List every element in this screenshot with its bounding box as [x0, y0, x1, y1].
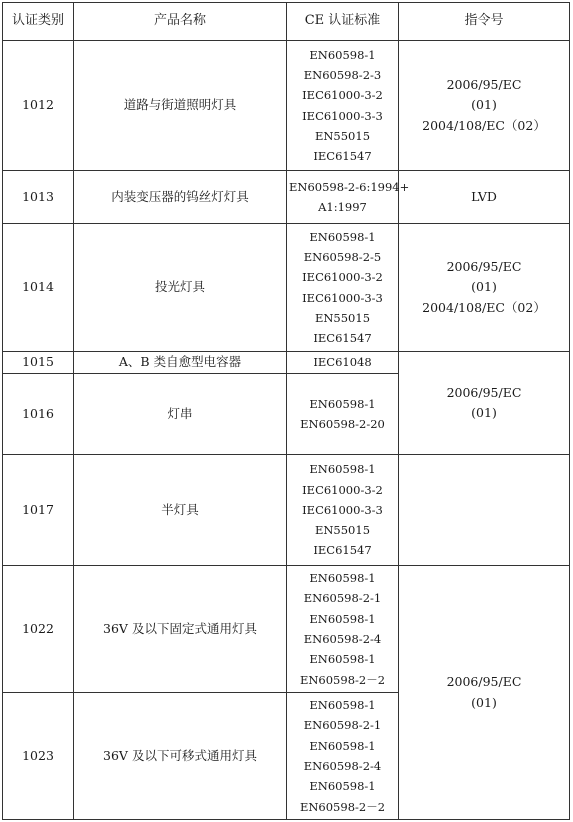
standard-item: EN60598-2-1 — [303, 718, 382, 733]
product-name: 内装变压器的钨丝灯灯具 — [74, 171, 287, 224]
standard-item: IEC61000-3-2 — [302, 88, 383, 103]
standard-item: A1:1997 — [318, 200, 367, 214]
table-row — [3, 352, 570, 374]
standard-item: EN60598-2-20 — [300, 417, 385, 431]
category-code: 1016 — [3, 374, 74, 455]
standard-item: IEC61000-3-3 — [302, 290, 383, 305]
standard-item: EN60598-1 — [309, 611, 376, 626]
product-name: 36V 及以下固定式通用灯具 — [74, 566, 287, 693]
standard-item: EN55015 — [314, 523, 371, 538]
directive-line: 2004/108/EC（02） — [422, 117, 546, 133]
standard-item: EN60598-2-4 — [303, 632, 382, 646]
directive-line: (01) — [471, 694, 497, 710]
standard-item: EN60598-2－2 — [299, 672, 386, 687]
standard-item: IEC61000-3-3 — [302, 108, 383, 123]
standard-item: EN60598-1 — [309, 738, 376, 753]
directive-line: 2004/108/EC（02） — [422, 299, 546, 315]
header-row — [3, 3, 570, 41]
table-row — [3, 224, 570, 352]
category-code: 1023 — [3, 693, 74, 820]
standard-item: EN60598-1 — [309, 652, 376, 667]
directive — [399, 224, 570, 352]
standard-item: EN60598-2-1 — [303, 591, 382, 606]
ce-standards — [287, 352, 399, 374]
ce-standards — [287, 41, 399, 171]
standard-item: EN60598-1 — [309, 47, 376, 62]
ce-standards — [287, 224, 399, 352]
standard-item: EN60598-1 — [309, 396, 376, 411]
table-row — [3, 171, 570, 224]
ce-standards — [287, 693, 399, 820]
header-product-name: 产品名称 — [74, 3, 287, 41]
standard-item: IEC61048 — [313, 355, 372, 370]
table-row — [3, 566, 570, 693]
table-row — [3, 41, 570, 171]
standard-item: EN55015 — [314, 310, 371, 325]
ce-standards — [287, 374, 399, 455]
product-name: 36V 及以下可移式通用灯具 — [74, 693, 287, 820]
directive — [399, 352, 570, 455]
directive-line: (01) — [471, 279, 497, 295]
directive-line: 2006/95/EC — [446, 674, 522, 690]
category-code: 1014 — [3, 224, 74, 352]
directive-line: 2006/95/EC — [446, 77, 522, 93]
ce-certification-table — [2, 2, 570, 820]
standard-item: EN55015 — [314, 128, 371, 143]
standard-item: EN60598-2－2 — [299, 799, 386, 814]
standard-item: IEC61000-3-2 — [302, 482, 383, 497]
header-directive: 指令号 — [399, 3, 570, 41]
standard-item: IEC61000-3-3 — [302, 502, 383, 517]
standard-item: EN60598-1 — [309, 462, 376, 477]
standard-item: EN60598-1 — [309, 229, 376, 244]
product-name: 灯串 — [74, 374, 287, 455]
table-row — [3, 455, 570, 566]
category-code: 1017 — [3, 455, 74, 566]
directive-line: (01) — [471, 97, 497, 113]
directive — [399, 41, 570, 171]
directive-line: (01) — [471, 405, 497, 420]
ce-standards — [287, 566, 399, 693]
standard-item: IEC61547 — [313, 149, 372, 164]
header-category: 认证类别 — [3, 3, 74, 41]
product-name: 投光灯具 — [74, 224, 287, 352]
ce-standards — [287, 455, 399, 566]
directive-line: LVD — [471, 188, 497, 204]
directive-line: 2006/95/EC — [446, 259, 522, 275]
category-code: 1022 — [3, 566, 74, 693]
standard-item: EN60598-2-4 — [303, 759, 382, 773]
header-ce-standard: CE 认证标准 — [287, 3, 399, 41]
standard-item: EN60598-1 — [309, 571, 376, 586]
category-code: 1013 — [3, 171, 74, 224]
product-name: 道路与街道照明灯具 — [74, 41, 287, 171]
product-name: A、B 类自愈型电容器 — [74, 352, 287, 374]
directive-line: 2006/95/EC — [446, 384, 522, 400]
product-name: 半灯具 — [74, 455, 287, 566]
standard-item: IEC61547 — [313, 331, 372, 346]
directive — [399, 171, 570, 224]
standard-item: EN60598-2-5 — [303, 249, 382, 264]
standard-item: IEC61547 — [313, 543, 372, 558]
category-code: 1015 — [3, 352, 74, 374]
category-code: 1012 — [3, 41, 74, 171]
standard-item: EN60598-2-6:1994+ — [289, 179, 410, 194]
standard-item: EN60598-1 — [309, 779, 376, 794]
standard-item: EN60598-2-3 — [303, 67, 382, 82]
directive — [399, 566, 570, 820]
standard-item: IEC61000-3-2 — [302, 270, 383, 285]
ce-standards — [287, 171, 410, 224]
standard-item: EN60598-1 — [309, 698, 376, 713]
directive — [399, 455, 570, 566]
